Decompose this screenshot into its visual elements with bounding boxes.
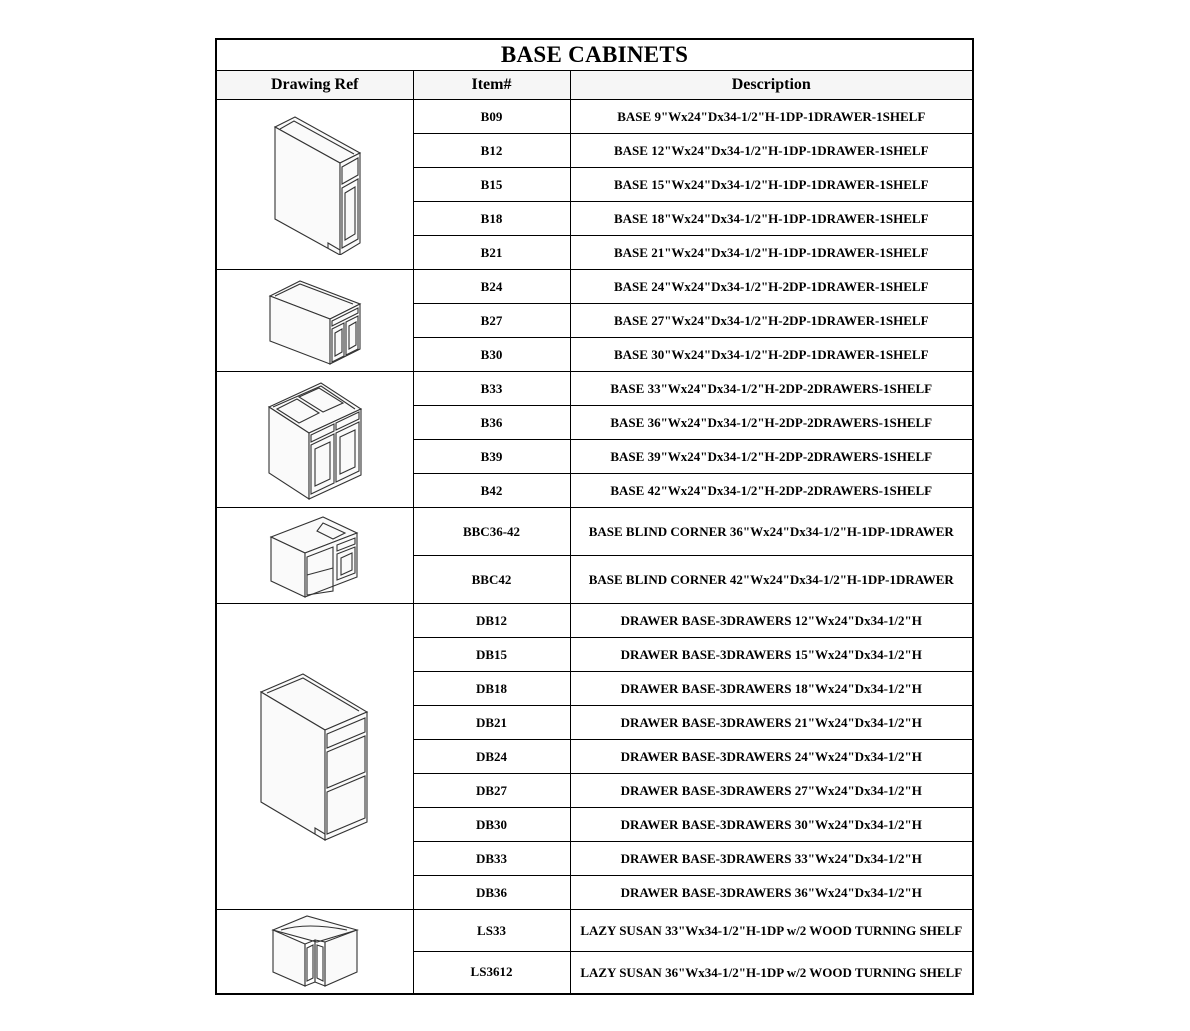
item-code: B12 xyxy=(413,134,570,168)
item-description: BASE BLIND CORNER 42"Wx24"Dx34-1/2"H-1DP-1DRAWER xyxy=(570,556,973,604)
table-row xyxy=(216,100,973,134)
base-cabinets-sheet xyxy=(215,38,972,995)
item-description: BASE 15"Wx24"Dx34-1/2"H-1DP-1DRAWER-1SHELF xyxy=(570,168,973,202)
item-description: BASE 39"Wx24"Dx34-1/2"H-2DP-2DRAWERS-1SHELF xyxy=(570,440,973,474)
item-description: BASE 9"Wx24"Dx34-1/2"H-1DP-1DRAWER-1SHELF xyxy=(570,100,973,134)
column-header-description: Description xyxy=(570,71,973,100)
item-code: DB21 xyxy=(413,706,570,740)
double-door-base-icon xyxy=(265,276,365,366)
item-code: B30 xyxy=(413,338,570,372)
item-code: DB33 xyxy=(413,842,570,876)
item-code: B09 xyxy=(413,100,570,134)
item-description: BASE 18"Wx24"Dx34-1/2"H-1DP-1DRAWER-1SHELF xyxy=(570,202,973,236)
single-door-base-icon xyxy=(260,115,370,255)
lazy-susan-icon xyxy=(267,912,363,990)
table-row xyxy=(216,910,973,952)
item-description: BASE 42"Wx24"Dx34-1/2"H-2DP-2DRAWERS-1SHELF xyxy=(570,474,973,508)
item-description: BASE 21"Wx24"Dx34-1/2"H-1DP-1DRAWER-1SHELF xyxy=(570,236,973,270)
item-code: DB18 xyxy=(413,672,570,706)
item-description: DRAWER BASE-3DRAWERS 15"Wx24"Dx34-1/2"H xyxy=(570,638,973,672)
item-description: DRAWER BASE-3DRAWERS 18"Wx24"Dx34-1/2"H xyxy=(570,672,973,706)
item-description: DRAWER BASE-3DRAWERS 30"Wx24"Dx34-1/2"H xyxy=(570,808,973,842)
item-code: DB12 xyxy=(413,604,570,638)
blind-corner-base-icon xyxy=(267,513,363,599)
item-description: DRAWER BASE-3DRAWERS 33"Wx24"Dx34-1/2"H xyxy=(570,842,973,876)
table-title: BASE CABINETS xyxy=(216,39,973,71)
item-code: DB36 xyxy=(413,876,570,910)
item-description: DRAWER BASE-3DRAWERS 24"Wx24"Dx34-1/2"H xyxy=(570,740,973,774)
item-description: DRAWER BASE-3DRAWERS 36"Wx24"Dx34-1/2"H xyxy=(570,876,973,910)
item-description: LAZY SUSAN 33"Wx34-1/2"H-1DP w/2 WOOD TURNING SHELF xyxy=(570,910,973,952)
single-door-base-drawing xyxy=(216,100,413,270)
item-code: BBC36-42 xyxy=(413,508,570,556)
item-code: B21 xyxy=(413,236,570,270)
item-description: BASE 33"Wx24"Dx34-1/2"H-2DP-2DRAWERS-1SHELF xyxy=(570,372,973,406)
double-door-base-drawing xyxy=(216,270,413,372)
item-code: B33 xyxy=(413,372,570,406)
lazy-susan-drawing xyxy=(216,910,413,994)
item-code: B18 xyxy=(413,202,570,236)
item-code: BBC42 xyxy=(413,556,570,604)
drawer-base-drawing xyxy=(216,604,413,910)
drawer-base-icon xyxy=(253,672,377,842)
item-description: BASE 36"Wx24"Dx34-1/2"H-2DP-2DRAWERS-1SHELF xyxy=(570,406,973,440)
item-code: B42 xyxy=(413,474,570,508)
double-door-two-drawer-base-icon xyxy=(263,379,367,501)
double-door-two-drawer-base-drawing xyxy=(216,372,413,508)
blind-corner-base-drawing xyxy=(216,508,413,604)
column-header-item: Item# xyxy=(413,71,570,100)
item-description: LAZY SUSAN 36"Wx34-1/2"H-1DP w/2 WOOD TURNING SHELF xyxy=(570,952,973,994)
item-code: DB27 xyxy=(413,774,570,808)
item-code: DB24 xyxy=(413,740,570,774)
item-code: DB30 xyxy=(413,808,570,842)
item-code: B36 xyxy=(413,406,570,440)
item-code: LS3612 xyxy=(413,952,570,994)
table-row xyxy=(216,508,973,556)
item-code: B39 xyxy=(413,440,570,474)
item-description: DRAWER BASE-3DRAWERS 27"Wx24"Dx34-1/2"H xyxy=(570,774,973,808)
table-row xyxy=(216,270,973,304)
item-description: DRAWER BASE-3DRAWERS 12"Wx24"Dx34-1/2"H xyxy=(570,604,973,638)
table-row xyxy=(216,604,973,638)
item-code: LS33 xyxy=(413,910,570,952)
item-description: BASE 27"Wx24"Dx34-1/2"H-2DP-1DRAWER-1SHELF xyxy=(570,304,973,338)
column-header-drawing-ref: Drawing Ref xyxy=(216,71,413,100)
table-row xyxy=(216,372,973,406)
item-description: BASE BLIND CORNER 36"Wx24"Dx34-1/2"H-1DP-1DRAWER xyxy=(570,508,973,556)
base-cabinets-table xyxy=(215,38,974,995)
item-description: DRAWER BASE-3DRAWERS 21"Wx24"Dx34-1/2"H xyxy=(570,706,973,740)
item-code: DB15 xyxy=(413,638,570,672)
item-description: BASE 12"Wx24"Dx34-1/2"H-1DP-1DRAWER-1SHELF xyxy=(570,134,973,168)
item-description: BASE 24"Wx24"Dx34-1/2"H-2DP-1DRAWER-1SHELF xyxy=(570,270,973,304)
item-code: B15 xyxy=(413,168,570,202)
item-description: BASE 30"Wx24"Dx34-1/2"H-2DP-1DRAWER-1SHELF xyxy=(570,338,973,372)
item-code: B27 xyxy=(413,304,570,338)
item-code: B24 xyxy=(413,270,570,304)
